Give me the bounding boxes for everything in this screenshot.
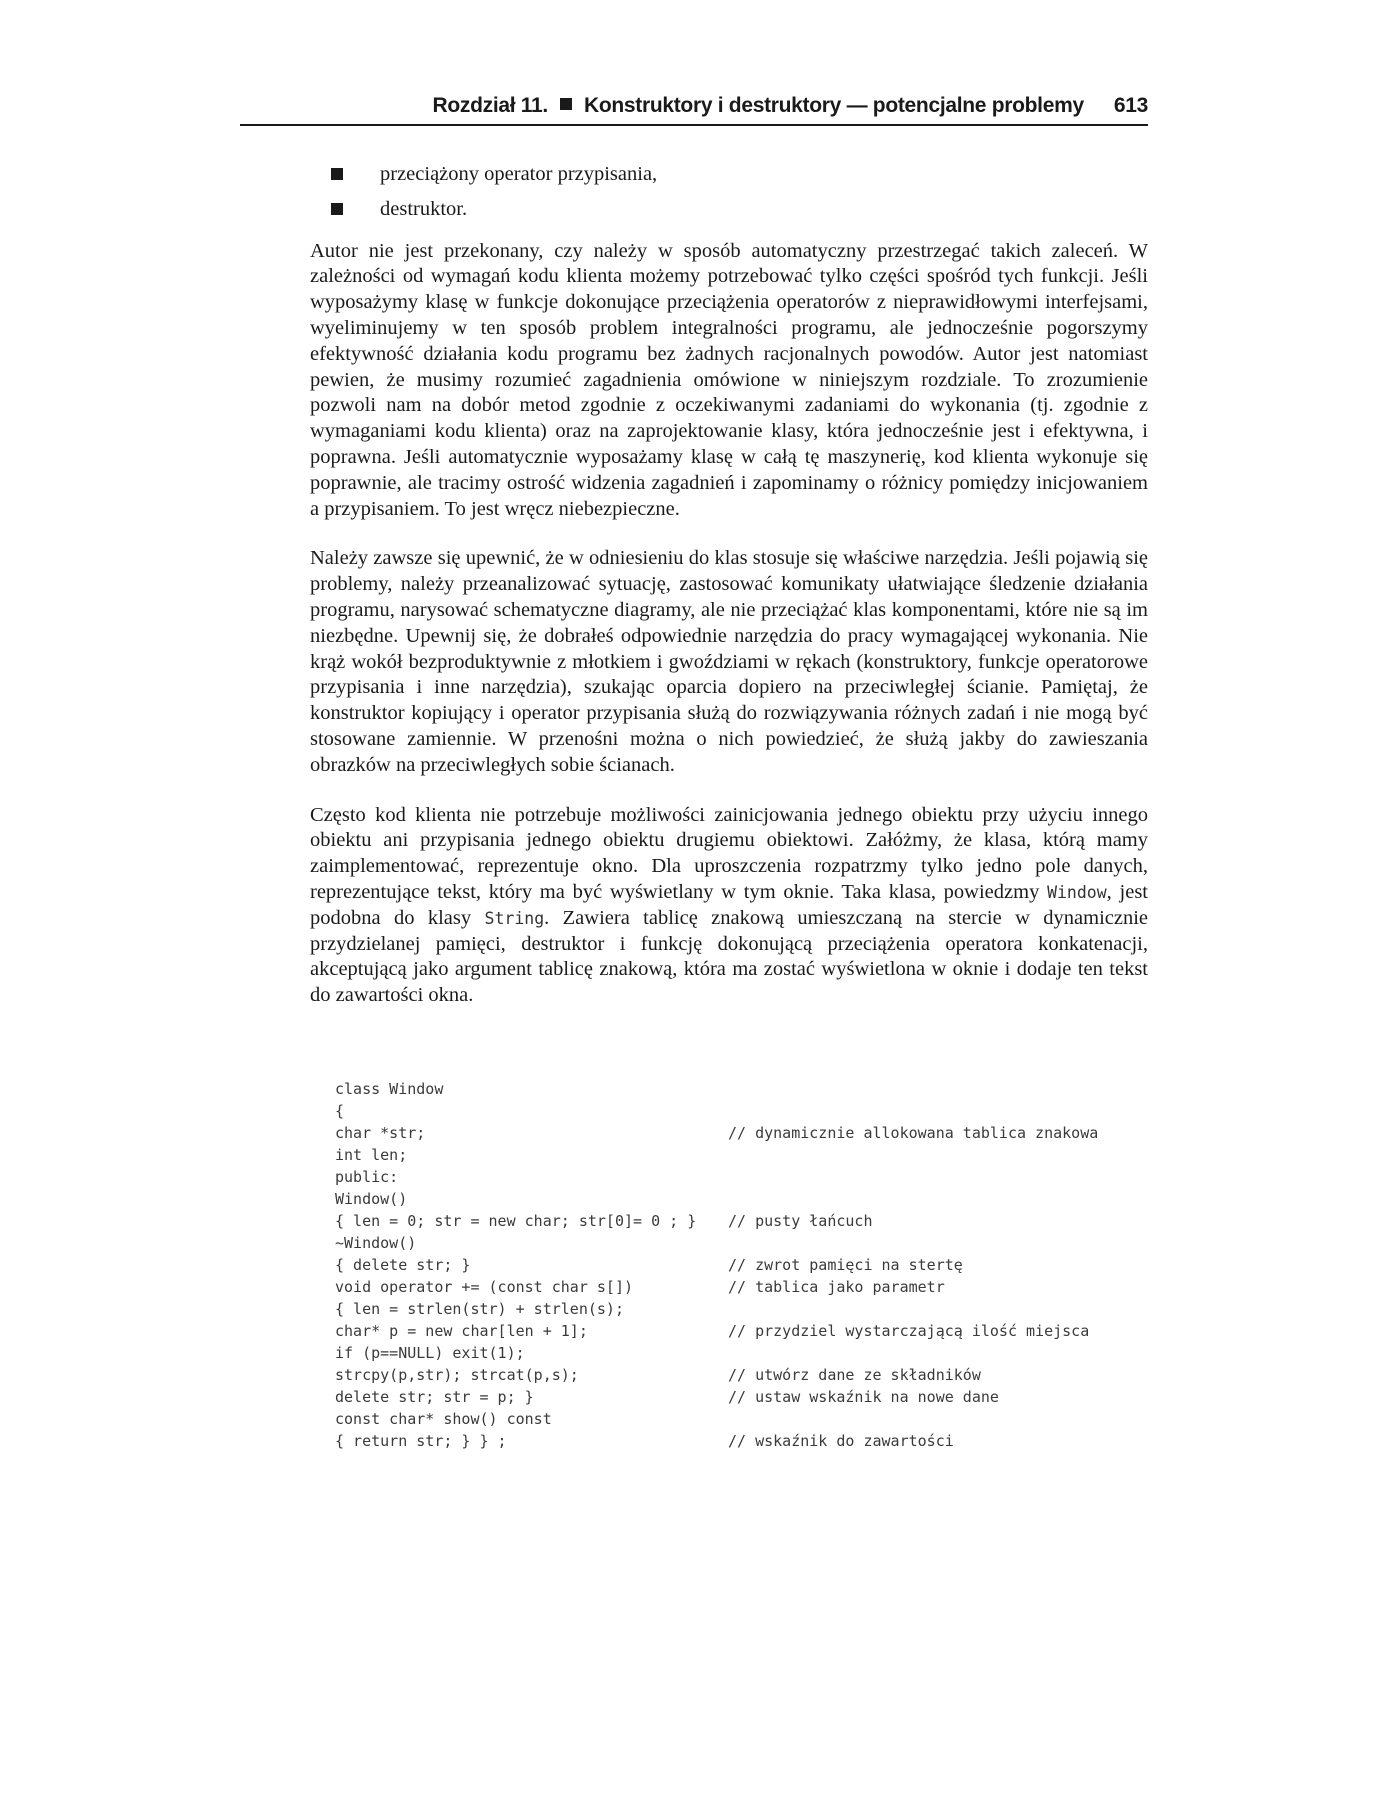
paragraph-1: Autor nie jest przekonany, czy należy w sposób automatyczny przestrzegać takich zaleceń. W zależności od wymagań kodu klienta możemy potrzebować tylko części spośród tych funkcji. Jeśli wyposażymy klasę w funkcje dokonujące przeciążenia operatorów z nieprawidłowymi interfejsami, wyeliminujemy w ten sposób problem integralności programu, ale jednocześnie pogorszymy efektywność działania kodu programu bez żadnych racjonalnych powodów. Autor jest natomiast pewien, że musimy rozumieć zagadnienia omówione w niniejszym rozdziale. To zrozumienie pozwoli nam na dobór metod zgodnie z oczekiwanymi zadaniami do wykonania (tj. zgodnie z wymaganiami kodu klienta) oraz na zaprojektowanie klasy, która jednocześnie jest i efektywna, i poprawna. Jeśli automatycznie wyposażamy klasę w całą tę maszynerię, kod klienta wykonuje się poprawnie, ale tracimy ostrość widzenia zagadnień i zapominamy o różnicy pomiędzy inicjowaniem a przypisaniem. To jest wręcz niebezpieczne.: [310, 239, 1148, 520]
code-comment: // tablica jako parametr: [728, 1278, 945, 1296]
code-text: int len;: [335, 1146, 408, 1164]
running-header: [240, 94, 1148, 118]
bullet-text: przeciążony operator przypisania,: [380, 163, 658, 185]
bullet-square-icon: [331, 168, 343, 180]
header-square-icon: [560, 98, 572, 110]
page-number: 613: [1113, 94, 1148, 117]
code-comment: // dynamicznie allokowana tablica znakowa: [728, 1124, 1099, 1142]
code-comment: // wskaźnik do zawartości: [728, 1432, 954, 1450]
page-body: [310, 162, 1148, 1033]
paragraph-3: [310, 803, 1148, 1009]
code-text: { delete str; }: [335, 1256, 471, 1274]
list-item: [330, 197, 1148, 223]
code-text: delete str; str = p; }: [335, 1388, 534, 1406]
code-text: ~Window(): [335, 1234, 417, 1252]
code-text: class Window: [335, 1080, 444, 1098]
code-comment: // zwrot pamięci na stertę: [728, 1256, 963, 1274]
code-comment: // utwórz dane ze składników: [728, 1366, 981, 1384]
code-comment: // przydziel wystarczającą ilość miejsca: [728, 1322, 1090, 1340]
header-rule: [240, 124, 1148, 126]
paragraph-3-text-a: Często kod klienta nie potrzebuje możliwości zainicjowania jednego obiektu przy użyciu innego obiektu ani przypisania jednego obiektu drugiemu obiektowi. Załóżmy, że klasa, którą mamy zaimplementować, reprezentuje okno. Dla uproszczenia rozpatrzmy tylko jedno pole danych, reprezentujące tekst, który ma być wyświetlany w tym oknie. Taka klasa, powiedzmy: [310, 803, 1148, 903]
code-text: char *str;: [335, 1124, 426, 1142]
code-text: char* p = new char[len + 1];: [335, 1322, 588, 1340]
code-text: public:: [335, 1168, 399, 1186]
code-text: Window(): [335, 1190, 408, 1208]
code-comment: // ustaw wskaźnik na nowe dane: [728, 1388, 999, 1406]
inline-code-string: String: [484, 908, 545, 928]
paragraph-3-text-b: , jest podobna do klasy: [310, 880, 1148, 929]
code-text: { len = strlen(str) + strlen(s);: [335, 1300, 624, 1318]
code-text: strcpy(p,str); strcat(p,s);: [335, 1366, 579, 1384]
code-text: if (p==NULL) exit(1);: [335, 1344, 525, 1362]
code-comment: // pusty łańcuch: [728, 1212, 873, 1230]
code-text: { len = 0; str = new char; str[0]= 0 ; }: [335, 1212, 697, 1230]
paragraph-3-text-c: . Zawiera tablicę znakową umieszczaną na stercie w dynamicznie przydzielanej pamięci, destruktor i funkcję dokonującą przeciążenia operatora konkatenacji, akceptującą jako argument tablicę znakową, która ma zostać wyświetlona w oknie i dodaje ten tekst do zawartości okna.: [310, 906, 1149, 1007]
bullet-square-icon: [331, 203, 343, 215]
list-item: [330, 162, 1148, 188]
chapter-title: Konstruktory i destruktory — potencjalne problemy: [583, 94, 1084, 117]
code-text: { return str; } } ;: [335, 1432, 507, 1450]
code-text: {: [335, 1102, 345, 1120]
inline-code-window: Window: [1047, 882, 1107, 902]
chapter-label: Rozdział 11.: [432, 94, 548, 117]
bullet-text: destruktor.: [380, 197, 468, 220]
code-text: const char* show() const: [335, 1410, 552, 1428]
bullet-list: [310, 162, 1148, 223]
paragraph-2: Należy zawsze się upewnić, że w odniesieniu do klas stosuje się właściwe narzędzia. Jeśli pojawią się problemy, należy przeanalizować sytuację, zastosować komunikaty ułatwiające śledzenie działania programu, narysować schematyczne diagramy, ale nie przeciążać klas komponentami, które nie są im niezbędne. Upewnij się, że dobrałeś odpowiednie narzędzia do pracy wymagającej wykonania. Nie krąż wokół bezproduktywnie z młotkiem i gwoździami w rękach (konstruktory, funkcje operatorowe przypisania i inne narzędzia), szukając oparcia dopiero na przeciwległej ścianie. Pamiętaj, że konstruktor kopiujący i operator przypisania służą do rozwiązywania różnych zadań i nie mogą być stosowane zamiennie. W przenośni można o nich powiedzieć, że służą jakby do zawieszania obrazków na przeciwległych sobie ścianach.: [310, 547, 1148, 776]
code-text: void operator += (const char s[]): [335, 1278, 634, 1296]
